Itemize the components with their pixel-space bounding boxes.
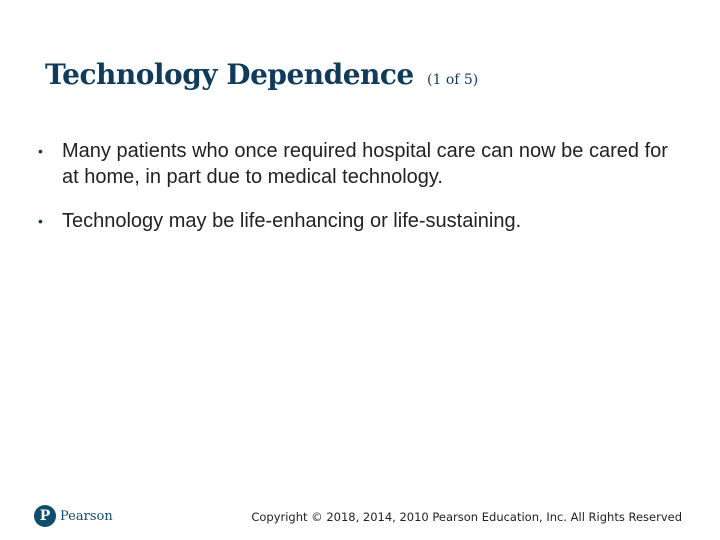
bullet-item [38, 208, 678, 234]
slide-counter: (1 of 5) [427, 72, 479, 88]
bullet-list [38, 138, 678, 252]
bullet-text: Many patients who once required hospital care can now be cared for at home, in part due to medical technology. [62, 140, 668, 188]
copyright-notice: Copyright © 2018, 2014, 2010 Pearson Education, Inc. All Rights Reserved [251, 510, 682, 524]
bullet-dot-icon: • [38, 143, 43, 159]
bullet-text: Technology may be life-enhancing or life-sustaining. [62, 210, 522, 232]
pearson-logo-text: Pearson [60, 508, 113, 524]
slide-title [45, 58, 478, 91]
bullet-item [38, 138, 678, 190]
slide-title-text: Technology Dependence [45, 58, 414, 91]
bullet-dot-icon: • [38, 213, 43, 229]
pearson-logo-icon: P [34, 505, 56, 527]
pearson-logo [34, 505, 113, 527]
